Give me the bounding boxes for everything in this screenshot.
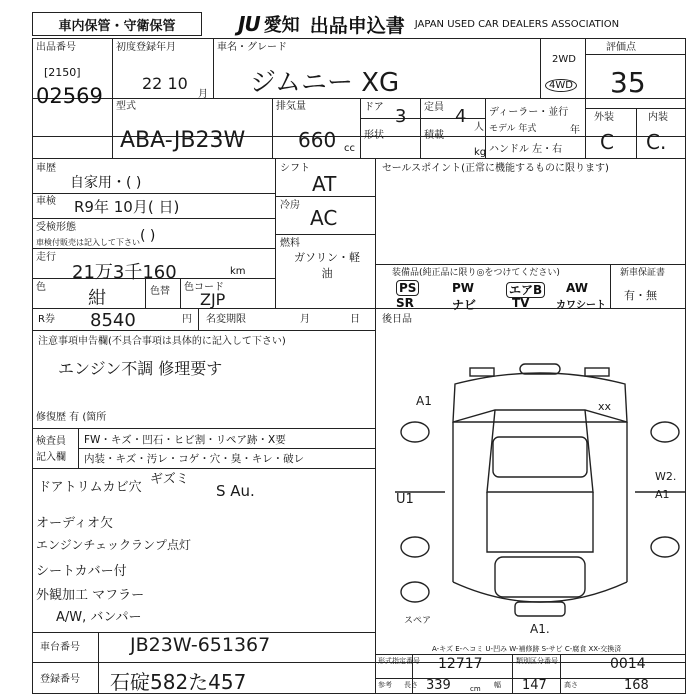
model-value: ABA-JB23W bbox=[120, 128, 246, 153]
form-title: 出品申込書 bbox=[309, 14, 405, 37]
capacity-value: 4 bbox=[455, 106, 467, 127]
model-year-label: モデル 年式 bbox=[489, 124, 537, 134]
height-label: 高さ bbox=[564, 681, 578, 689]
exterior-grade: C bbox=[600, 130, 614, 154]
lot-no-label: 出品番号 bbox=[36, 42, 76, 53]
car-diagram-icon bbox=[395, 362, 685, 632]
hw-note-8: A/W, バンパー bbox=[56, 610, 142, 625]
width-label: 幅 bbox=[494, 681, 501, 689]
damage-legend: A-キズ E-ヘコミ U-凹み W-補修跡 S-サビ C-腐食 XX-交換済 bbox=[432, 645, 622, 653]
ref-label: 参考 bbox=[378, 681, 392, 689]
class-value: 0014 bbox=[610, 656, 646, 672]
cert-label: 形式指定番号 bbox=[378, 657, 420, 665]
logo-place: 愛知 bbox=[263, 15, 300, 36]
inspector-line-2: 内装・キズ・汚レ・コゲ・穴・臭・キレ・破レ bbox=[84, 453, 305, 465]
inspector-label: 検査員 bbox=[36, 436, 66, 447]
score-value: 35 bbox=[610, 66, 646, 99]
warranty-label: 新車保証書 bbox=[620, 268, 666, 278]
ac-value: AC bbox=[310, 206, 338, 230]
handle-label: ハンドル 左・右 bbox=[489, 144, 563, 155]
capacity-unit: 人 bbox=[474, 122, 484, 133]
equip-navi: ナビ bbox=[452, 298, 477, 312]
shape-label: 形状 bbox=[364, 130, 384, 141]
receive-label: 受検形態 bbox=[36, 222, 76, 233]
name-grade-label: 車名・グレード bbox=[217, 42, 287, 53]
color-code-label: 色コード bbox=[184, 282, 224, 293]
mileage-label: 走行 bbox=[36, 252, 56, 263]
name-grade-value: ジムニー XG bbox=[250, 68, 400, 98]
spare-label: スペア bbox=[404, 616, 432, 626]
equip-ps: PS bbox=[396, 281, 419, 295]
load-label: 積載 bbox=[424, 130, 444, 141]
dealer-label: ディーラー・並行 bbox=[489, 107, 569, 118]
year-char: 年 bbox=[570, 125, 580, 136]
month-unit: 月 bbox=[300, 314, 310, 325]
history-label: 車歴 bbox=[36, 163, 56, 174]
equip-aw: AW bbox=[566, 281, 588, 295]
hw-note-3: S Au. bbox=[216, 482, 255, 500]
drive-2wd: 2WD bbox=[552, 54, 576, 65]
fuel-options: ガソリン・軽油 bbox=[294, 251, 360, 280]
equipment-label: 装備品(純正品に限り◎をつけてください) bbox=[392, 268, 560, 278]
day-unit: 日 bbox=[350, 314, 360, 325]
hw-note-6: シートカバー付 bbox=[36, 564, 127, 579]
mark-u1: U1 bbox=[396, 492, 414, 507]
length-unit: cm bbox=[470, 685, 481, 693]
name-change-label: 名変期限 bbox=[206, 314, 246, 325]
mark-a1-bottom: A1. bbox=[530, 622, 550, 636]
width-value: 147 bbox=[522, 678, 547, 693]
equip-seat: カワシート bbox=[556, 300, 606, 311]
hw-note-7: 外観加工 マフラー bbox=[36, 588, 145, 603]
km-unit: km bbox=[230, 266, 246, 277]
recycle-value: 8540 bbox=[90, 310, 136, 331]
notes-value: エンジン不調 修理要す bbox=[58, 359, 223, 378]
color-label: 色 bbox=[36, 282, 46, 293]
mileage-value: 21万3千160 bbox=[72, 262, 177, 283]
color-value: 紺 bbox=[88, 288, 106, 309]
color-change-label: 色替 bbox=[150, 286, 170, 297]
sales-point-label: セールスポイント(正常に機能するものに限ります) bbox=[382, 163, 609, 174]
equip-pw: PW bbox=[452, 281, 475, 295]
hw-note-1: ドアトリムカビ穴 bbox=[38, 480, 142, 495]
inspector-line-1: FW・キズ・凹石・ヒビ割・リペア跡・X要 bbox=[84, 434, 286, 446]
mark-xx: xx bbox=[598, 400, 612, 413]
model-label: 型式 bbox=[116, 101, 136, 112]
exterior-label: 外装 bbox=[594, 112, 614, 123]
ac-label: 冷房 bbox=[280, 200, 300, 211]
displacement-value: 660 bbox=[298, 128, 337, 152]
ju-logo-icon: JU bbox=[238, 12, 260, 36]
length-value: 339 bbox=[426, 678, 451, 693]
month-suffix: 月 bbox=[198, 89, 208, 100]
hw-note-2: ギズミ bbox=[150, 472, 189, 487]
recycle-label: R券 bbox=[38, 314, 55, 325]
receive-sub-label: 車検付販売は記入して下さい bbox=[36, 238, 140, 247]
mark-a1-top: A1 bbox=[416, 394, 432, 408]
history-value: 自家用・( ) bbox=[70, 175, 142, 191]
displacement-label: 排気量 bbox=[276, 101, 306, 112]
kg-unit: kg bbox=[474, 147, 487, 158]
warranty-value: 有・無 bbox=[624, 289, 657, 302]
mark-w2: W2. bbox=[655, 470, 677, 483]
lot-sub-number: [2150] bbox=[44, 66, 81, 79]
shift-value: AT bbox=[312, 172, 337, 196]
association-name: JAPAN USED CAR DEALERS ASSOCIATION bbox=[414, 18, 620, 30]
plate-label: 登録番号 bbox=[40, 674, 80, 685]
equip-sr: SR bbox=[396, 296, 414, 310]
color-code-value: ZJP bbox=[200, 290, 226, 309]
fuel-label: 燃料 bbox=[280, 238, 300, 249]
yen-unit: 円 bbox=[182, 314, 192, 325]
first-reg-label: 初度登録年月 bbox=[116, 42, 176, 53]
notes-label: 注意事項申告欄(不具合事項は具体的に記入して下さい) bbox=[38, 336, 286, 347]
score-label: 評価点 bbox=[606, 42, 636, 53]
hw-note-4: オーディオ欠 bbox=[36, 516, 113, 531]
chassis-value: JB23W-651367 bbox=[130, 634, 271, 656]
cc-unit: cc bbox=[344, 143, 355, 154]
plate-value: 石碇582た457 bbox=[110, 670, 247, 694]
drive-4wd: 4WD bbox=[545, 80, 577, 91]
capacity-label: 定員 bbox=[424, 102, 444, 113]
equip-airbag: エアB bbox=[506, 281, 545, 298]
interior-grade: C. bbox=[646, 130, 667, 154]
receive-value: ( ) bbox=[140, 228, 156, 244]
inspection-value: R9年 10月( 日) bbox=[74, 198, 180, 216]
inspector-entry-label: 記入欄 bbox=[36, 452, 66, 463]
first-reg-value: 22 10 bbox=[142, 74, 188, 93]
repair-history-label: 修復歴 有 (箇所 bbox=[36, 412, 107, 423]
cert-value: 12717 bbox=[438, 656, 483, 672]
class-label: 類別区分番号 bbox=[516, 657, 558, 665]
lot-number: 02569 bbox=[36, 84, 103, 108]
length-label: 長さ bbox=[404, 681, 418, 689]
inspection-label: 車検 bbox=[36, 196, 56, 207]
shift-label: シフト bbox=[280, 163, 310, 174]
interior-label: 内装 bbox=[648, 112, 668, 123]
door-label: ドア bbox=[364, 102, 384, 113]
hw-note-5: エンジンチェックランプ点灯 bbox=[36, 538, 192, 552]
header-logo bbox=[238, 11, 619, 37]
door-value: 3 bbox=[395, 106, 407, 127]
storage-tag: 車内保管・守衛保管 bbox=[32, 12, 202, 36]
height-value: 168 bbox=[624, 678, 649, 693]
mark-a1-right: A1 bbox=[655, 488, 670, 501]
aftermarket-label: 後日品 bbox=[382, 314, 412, 325]
equip-tv: TV bbox=[512, 296, 530, 310]
chassis-label: 車台番号 bbox=[40, 642, 80, 653]
